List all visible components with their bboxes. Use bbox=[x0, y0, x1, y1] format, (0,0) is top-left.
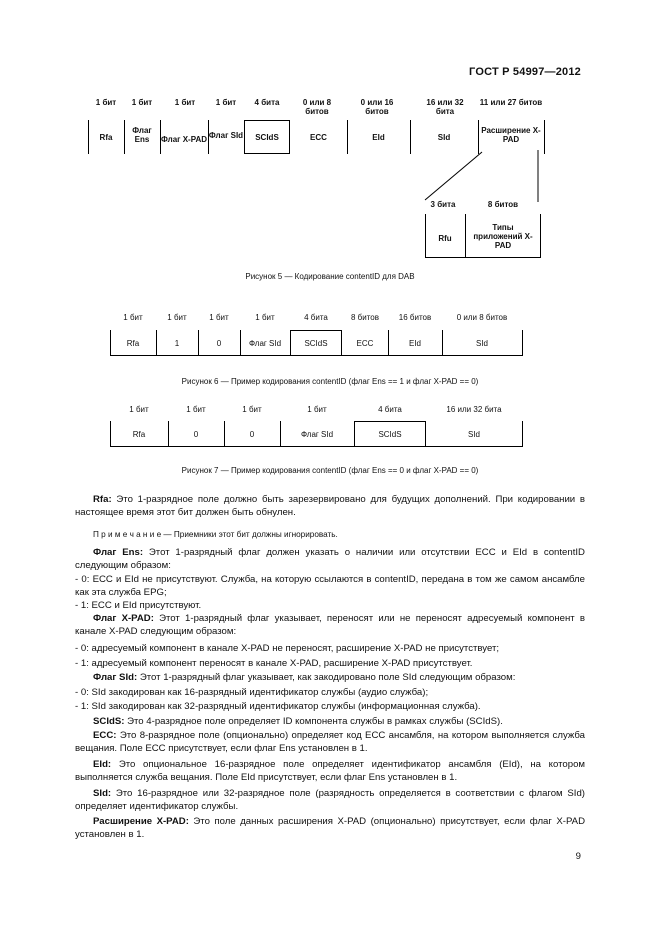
fig5-label: 4 бита bbox=[254, 98, 280, 107]
page-number: 9 bbox=[575, 851, 581, 862]
fig7-cell: SId bbox=[467, 429, 480, 439]
fig5-cell-xpad-flag: Флаг X-PAD bbox=[160, 134, 207, 144]
term-xpad: Флаг X-PAD: bbox=[93, 613, 154, 624]
sid-item-0: - 0: SId закодирован как 16-разрядный идентификатор службы (аудио служба); bbox=[75, 687, 429, 698]
paragraph-xpad: Флаг X-PAD: Этот 1-разрядный флаг указывает, переносят или не переносят адресуемый компонент в канале X-PAD следующим образом: bbox=[75, 613, 586, 637]
fig5-cell-ecc: ECC bbox=[310, 132, 327, 142]
note: П р и м е ч а н и е — Приемники этот бит должны игнорировать. bbox=[93, 530, 338, 539]
fig5-cell-sid: SId bbox=[437, 132, 451, 142]
fig5-label: 16 или 32 бита bbox=[426, 98, 464, 116]
term-rfa: Rfa: bbox=[93, 494, 112, 505]
fig5-label: 0 или 16 битов bbox=[360, 98, 394, 116]
fig5-label: 1 бит bbox=[95, 98, 117, 107]
fig7-caption: Рисунок 7 — Пример кодирования contentID (флаг Ens == 0 и флаг X-PAD == 0) bbox=[181, 466, 479, 475]
standard-header: ГОСТ Р 54997—2012 bbox=[469, 66, 581, 78]
fig6-cell: Флаг SId bbox=[248, 338, 282, 348]
fig6-cell: 1 bbox=[174, 338, 180, 348]
fig6-cell: ECC bbox=[356, 338, 374, 348]
fig5-label: 1 бит bbox=[131, 98, 153, 107]
fig5-label: 11 или 27 битов bbox=[479, 98, 543, 107]
fig5-cell-xpad-ext: Расширение X-PAD bbox=[481, 126, 541, 144]
paragraph-ens: Флаг Ens: Этот 1-разрядный флаг должен указать о наличии или отсутствии ECC и EId в contentID следующим образом: bbox=[75, 547, 585, 571]
paragraph-rfa: Rfa: Это 1-разрядное поле должно быть зарезервировано для будущих дополнений. При кодировании в настоящее время этот бит должен быть обнулен. bbox=[75, 494, 585, 518]
paragraph-sid: SId: Это 16-разрядное или 32-разрядное поле (разрядность определяется в соответствии с флагом SId) определяет идентификатор службы. bbox=[75, 788, 585, 812]
paragraph-sid-flag: Флаг SId: Этот 1-разрядный флаг указывает, как закодировано поле SId следующим образом: bbox=[93, 672, 516, 683]
fig6-cell: SCIdS bbox=[304, 338, 328, 348]
fig6-label: 0 или 8 битов bbox=[456, 313, 508, 322]
term-eid: EId: bbox=[93, 759, 112, 770]
fig5-sub-cell-xpad-types: Типы приложений X-PAD bbox=[473, 222, 533, 250]
ens-item-1: - 1: ECC и EId присутствуют. bbox=[75, 600, 202, 611]
xpad-item-1: - 1: адресуемый компонент переносят в канале X-PAD, расширение X-PAD присутствует. bbox=[75, 658, 473, 669]
fig5-label: 1 бит bbox=[215, 98, 237, 107]
fig7-label: 16 или 32 бита bbox=[446, 405, 502, 414]
fig7-cell: Флаг SId bbox=[300, 429, 334, 439]
fig7-label: 4 бита bbox=[378, 405, 402, 414]
fig7-cell: SCIdS bbox=[378, 429, 402, 439]
fig6-label: 16 битов bbox=[398, 313, 432, 322]
fig5-label: 1 бит bbox=[174, 98, 196, 107]
term-ens: Флаг Ens: bbox=[93, 547, 144, 558]
fig6-cell: 0 bbox=[216, 338, 222, 348]
fig5-caption: Рисунок 5 — Кодирование contentID для DAB bbox=[245, 272, 415, 281]
paragraph-scids: SCIdS: Это 4-разрядное поле определяет ID компонента службы в рамках службы (SCIdS). bbox=[93, 716, 503, 727]
fig5-sub-label: 3 бита bbox=[430, 200, 456, 209]
fig6-label: 1 бит bbox=[209, 313, 229, 322]
fig6-label: 1 бит bbox=[255, 313, 275, 322]
fig6-label: 4 бита bbox=[304, 313, 328, 322]
fig7-label: 1 бит bbox=[186, 405, 206, 414]
paragraph-xpad-ext: Расширение X-PAD: Это поле данных расширения X-PAD (опционально) присутствует, если флаг X-PAD установлен в 1. bbox=[75, 816, 585, 840]
ens-item-0: - 0: ECC и EId не присутствуют. Служба, на которую ссылаются в contentID, передана в том же самом ансамбле как эта служба EPG; bbox=[75, 574, 585, 598]
fig6-cell: Rfa bbox=[126, 338, 140, 348]
fig5-cell-ens: Флаг Ens bbox=[132, 126, 152, 144]
fig7-label: 1 бит bbox=[242, 405, 262, 414]
fig5-cell-scids: SCIdS bbox=[255, 132, 279, 142]
fig7-label: 1 бит bbox=[307, 405, 327, 414]
term-scids: SCIdS: bbox=[93, 716, 125, 727]
fig6-caption: Рисунок 6 — Пример кодирования contentID (флаг Ens == 1 и флаг X-PAD == 0) bbox=[181, 377, 479, 386]
fig5-sub-cell-rfu: Rfu bbox=[438, 233, 452, 243]
term-ecc: ECC: bbox=[93, 730, 117, 741]
fig7-cell: 0 bbox=[193, 429, 199, 439]
fig6-cell: SId bbox=[475, 338, 488, 348]
fig5-cell-eid: EId bbox=[372, 132, 385, 142]
fig5-sub-label: 8 битов bbox=[487, 200, 519, 209]
fig5-label: 0 или 8 битов bbox=[302, 98, 332, 116]
fig6-label: 1 бит bbox=[167, 313, 187, 322]
fig6-cell: EId bbox=[408, 338, 421, 348]
xpad-item-0: - 0: адресуемый компонент в канале X-PAD не переносят, расширение X-PAD не присутствует; bbox=[75, 643, 500, 654]
term-xpad-ext: Расширение X-PAD: bbox=[93, 816, 189, 827]
fig6-label: 1 бит bbox=[123, 313, 143, 322]
term-sid: SId: bbox=[93, 788, 112, 799]
fig7-label: 1 бит bbox=[129, 405, 149, 414]
fig6-label: 8 битов bbox=[351, 313, 379, 322]
fig5-cell-rfa: Rfa bbox=[99, 132, 113, 142]
sid-item-1: - 1: SId закодирован как 32-разрядный идентификатор службы (информационная служба). bbox=[75, 701, 481, 712]
paragraph-ecc: ECC: Это 8-разрядное поле (опционально) определяет код ECC ансамбля, на котором выполняется служба вещания. Поле ECC присутствует, если флаг Ens установлен в 1. bbox=[75, 730, 585, 754]
fig7-cell: 0 bbox=[249, 429, 255, 439]
paragraph-eid: EId: Это опциональное 16-разрядное поле определяет идентификатор ансамбля (EId), на котором выполняется служба вещания. Поле EId присутствует, если флаг Ens установлен в 1. bbox=[75, 759, 585, 783]
term-sid-flag: Флаг SId: bbox=[93, 672, 138, 683]
fig5-cell-sid-flag: Флаг SId bbox=[208, 130, 244, 140]
fig7-cell: Rfa bbox=[132, 429, 146, 439]
